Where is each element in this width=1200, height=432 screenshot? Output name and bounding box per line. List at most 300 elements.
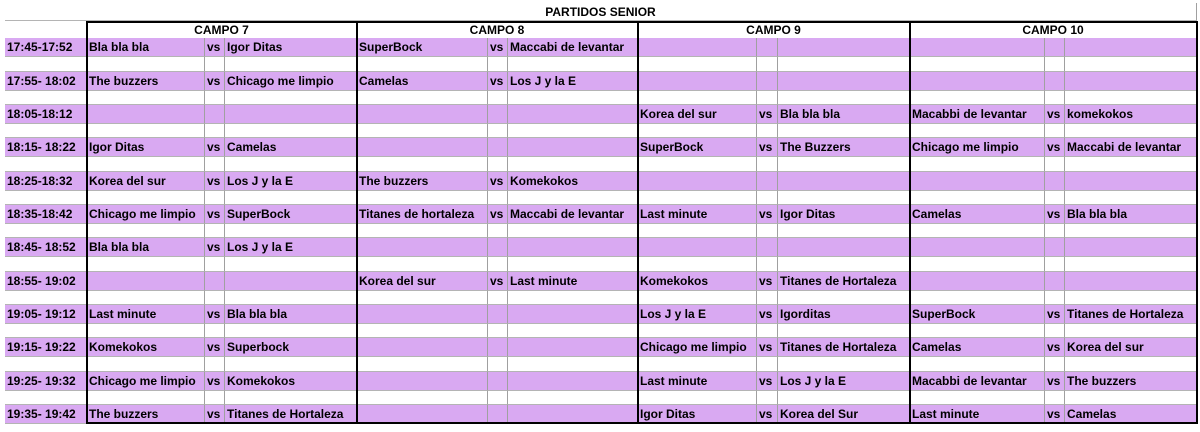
gap-cell[interactable] (205, 157, 225, 172)
gap-cell[interactable] (910, 291, 1045, 305)
gap-cell[interactable] (1045, 191, 1065, 205)
gap-cell[interactable] (757, 391, 778, 405)
empty-cell[interactable] (910, 238, 1045, 257)
gap-cell[interactable] (778, 257, 910, 272)
home-team-cell[interactable]: The buzzers (357, 172, 488, 191)
empty-cell[interactable] (87, 105, 205, 124)
away-team-cell[interactable]: Bla bla bla (778, 105, 910, 124)
empty-cell[interactable] (205, 272, 225, 291)
away-team-cell[interactable]: Komekokos (225, 372, 357, 391)
gap-cell[interactable] (205, 57, 225, 72)
gap-cell[interactable] (638, 324, 757, 338)
time-slot-cell[interactable]: 19:35- 19:42 (5, 405, 87, 424)
home-team-cell[interactable]: Chicago me limpio (87, 372, 205, 391)
home-team-cell[interactable]: Chicago me limpio (638, 338, 757, 357)
home-team-cell[interactable]: Bla bla bla (87, 238, 205, 257)
gap-cell[interactable] (910, 57, 1045, 72)
gap-cell[interactable] (778, 391, 910, 405)
gap-cell[interactable] (910, 224, 1045, 238)
time-slot-cell[interactable]: 17:55- 18:02 (5, 72, 87, 91)
gap-cell[interactable] (5, 191, 87, 205)
gap-cell[interactable] (5, 124, 87, 138)
away-team-cell[interactable]: komekokos (1065, 105, 1197, 124)
vs-cell[interactable]: vs (757, 138, 778, 157)
gap-cell[interactable] (1045, 391, 1065, 405)
empty-cell[interactable] (508, 105, 638, 124)
gap-cell[interactable] (1065, 324, 1197, 338)
gap-cell[interactable] (1065, 224, 1197, 238)
gap-cell[interactable] (225, 324, 357, 338)
gap-cell[interactable] (910, 157, 1045, 172)
vs-cell[interactable]: vs (205, 305, 225, 324)
gap-cell[interactable] (205, 224, 225, 238)
empty-cell[interactable] (757, 38, 778, 57)
empty-cell[interactable] (508, 138, 638, 157)
gap-cell[interactable] (87, 391, 205, 405)
gap-cell[interactable] (757, 191, 778, 205)
gap-cell[interactable] (87, 357, 205, 372)
gap-cell[interactable] (757, 157, 778, 172)
sheet-title[interactable]: PARTIDOS SENIOR (5, 3, 1197, 21)
gap-cell[interactable] (778, 291, 910, 305)
empty-cell[interactable] (778, 238, 910, 257)
empty-cell[interactable] (1045, 72, 1065, 91)
vs-cell[interactable]: vs (488, 205, 508, 224)
gap-cell[interactable] (357, 124, 488, 138)
home-team-cell[interactable]: Igor Ditas (638, 405, 757, 424)
gap-cell[interactable] (1045, 124, 1065, 138)
gap-cell[interactable] (205, 291, 225, 305)
gap-cell[interactable] (225, 191, 357, 205)
empty-cell[interactable] (910, 72, 1045, 91)
away-team-cell[interactable]: Camelas (1065, 405, 1197, 424)
away-team-cell[interactable]: Los J y la E (508, 72, 638, 91)
gap-cell[interactable] (638, 124, 757, 138)
gap-cell[interactable] (638, 357, 757, 372)
away-team-cell[interactable]: Titanes de Hortaleza (1065, 305, 1197, 324)
gap-cell[interactable] (1065, 191, 1197, 205)
gap-cell[interactable] (225, 224, 357, 238)
gap-cell[interactable] (1065, 257, 1197, 272)
gap-cell[interactable] (357, 91, 488, 105)
vs-cell[interactable]: vs (1045, 305, 1065, 324)
gap-cell[interactable] (638, 257, 757, 272)
away-team-cell[interactable]: Komekokos (508, 172, 638, 191)
gap-cell[interactable] (1045, 291, 1065, 305)
gap-cell[interactable] (5, 57, 87, 72)
gap-cell[interactable] (488, 157, 508, 172)
gap-cell[interactable] (1045, 257, 1065, 272)
gap-cell[interactable] (757, 257, 778, 272)
gap-cell[interactable] (488, 291, 508, 305)
away-team-cell[interactable]: Los J y la E (225, 172, 357, 191)
gap-cell[interactable] (508, 191, 638, 205)
gap-cell[interactable] (778, 57, 910, 72)
home-team-cell[interactable]: Last minute (910, 405, 1045, 424)
home-team-cell[interactable]: Chicago me limpio (87, 205, 205, 224)
gap-cell[interactable] (205, 324, 225, 338)
home-team-cell[interactable]: Korea del sur (87, 172, 205, 191)
gap-cell[interactable] (1065, 291, 1197, 305)
away-team-cell[interactable]: The Buzzers (778, 138, 910, 157)
gap-cell[interactable] (778, 224, 910, 238)
empty-cell[interactable] (638, 38, 757, 57)
gap-cell[interactable] (1065, 157, 1197, 172)
time-slot-cell[interactable]: 18:45- 18:52 (5, 238, 87, 257)
away-team-cell[interactable]: Los J y la E (225, 238, 357, 257)
empty-cell[interactable] (638, 72, 757, 91)
time-slot-cell[interactable]: 18:15- 18:22 (5, 138, 87, 157)
empty-cell[interactable] (1065, 172, 1197, 191)
gap-cell[interactable] (757, 324, 778, 338)
vs-cell[interactable]: vs (1045, 205, 1065, 224)
home-team-cell[interactable]: Korea del sur (638, 105, 757, 124)
empty-cell[interactable] (488, 138, 508, 157)
home-team-cell[interactable]: Igor Ditas (87, 138, 205, 157)
field-header[interactable]: CAMPO 9 (638, 21, 910, 39)
empty-cell[interactable] (357, 238, 488, 257)
vs-cell[interactable]: vs (205, 205, 225, 224)
time-slot-cell[interactable]: 18:05-18:12 (5, 105, 87, 124)
gap-cell[interactable] (5, 91, 87, 105)
gap-cell[interactable] (508, 124, 638, 138)
home-team-cell[interactable]: The buzzers (87, 72, 205, 91)
vs-cell[interactable]: vs (488, 38, 508, 57)
gap-cell[interactable] (508, 57, 638, 72)
empty-cell[interactable] (1065, 72, 1197, 91)
gap-cell[interactable] (1045, 157, 1065, 172)
away-team-cell[interactable]: Titanes de Hortaleza (778, 338, 910, 357)
empty-cell[interactable] (488, 105, 508, 124)
gap-cell[interactable] (205, 124, 225, 138)
gap-cell[interactable] (910, 257, 1045, 272)
home-team-cell[interactable]: Last minute (638, 372, 757, 391)
gap-cell[interactable] (357, 357, 488, 372)
gap-cell[interactable] (1045, 57, 1065, 72)
gap-cell[interactable] (508, 224, 638, 238)
gap-cell[interactable] (225, 391, 357, 405)
gap-cell[interactable] (1065, 357, 1197, 372)
gap-cell[interactable] (508, 357, 638, 372)
vs-cell[interactable]: vs (1045, 372, 1065, 391)
home-team-cell[interactable]: SuperBock (910, 305, 1045, 324)
empty-cell[interactable] (357, 372, 488, 391)
gap-cell[interactable] (638, 224, 757, 238)
gap-cell[interactable] (87, 324, 205, 338)
away-team-cell[interactable]: Maccabi de levantar (1065, 138, 1197, 157)
empty-cell[interactable] (1065, 38, 1197, 57)
away-team-cell[interactable]: Maccabi de levantar (508, 205, 638, 224)
gap-cell[interactable] (5, 357, 87, 372)
empty-cell[interactable] (357, 138, 488, 157)
away-team-cell[interactable]: Bla bla bla (225, 305, 357, 324)
gap-cell[interactable] (638, 191, 757, 205)
gap-cell[interactable] (225, 157, 357, 172)
header-blank-cell[interactable] (5, 21, 87, 39)
gap-cell[interactable] (1065, 124, 1197, 138)
gap-cell[interactable] (357, 191, 488, 205)
gap-cell[interactable] (488, 91, 508, 105)
empty-cell[interactable] (225, 272, 357, 291)
gap-cell[interactable] (508, 257, 638, 272)
vs-cell[interactable]: vs (757, 305, 778, 324)
empty-cell[interactable] (1065, 238, 1197, 257)
gap-cell[interactable] (87, 91, 205, 105)
gap-cell[interactable] (5, 391, 87, 405)
gap-cell[interactable] (357, 257, 488, 272)
empty-cell[interactable] (488, 238, 508, 257)
empty-cell[interactable] (508, 305, 638, 324)
empty-cell[interactable] (638, 238, 757, 257)
gap-cell[interactable] (1045, 224, 1065, 238)
gap-cell[interactable] (1065, 391, 1197, 405)
away-team-cell[interactable]: Igor Ditas (778, 205, 910, 224)
gap-cell[interactable] (488, 357, 508, 372)
empty-cell[interactable] (508, 372, 638, 391)
vs-cell[interactable]: vs (757, 405, 778, 424)
home-team-cell[interactable]: Camelas (910, 205, 1045, 224)
away-team-cell[interactable]: Igorditas (778, 305, 910, 324)
empty-cell[interactable] (778, 72, 910, 91)
gap-cell[interactable] (638, 57, 757, 72)
home-team-cell[interactable]: Komekokos (638, 272, 757, 291)
home-team-cell[interactable]: Chicago me limpio (910, 138, 1045, 157)
gap-cell[interactable] (910, 391, 1045, 405)
gap-cell[interactable] (488, 324, 508, 338)
home-team-cell[interactable]: The buzzers (87, 405, 205, 424)
home-team-cell[interactable]: Bla bla bla (87, 38, 205, 57)
home-team-cell[interactable]: Camelas (357, 72, 488, 91)
gap-cell[interactable] (638, 91, 757, 105)
home-team-cell[interactable]: Camelas (910, 338, 1045, 357)
gap-cell[interactable] (5, 257, 87, 272)
gap-cell[interactable] (910, 357, 1045, 372)
gap-cell[interactable] (5, 224, 87, 238)
gap-cell[interactable] (225, 124, 357, 138)
gap-cell[interactable] (87, 57, 205, 72)
field-header[interactable]: CAMPO 10 (910, 21, 1197, 39)
gap-cell[interactable] (87, 191, 205, 205)
time-slot-cell[interactable]: 19:25- 19:32 (5, 372, 87, 391)
home-team-cell[interactable]: Komekokos (87, 338, 205, 357)
gap-cell[interactable] (205, 257, 225, 272)
empty-cell[interactable] (357, 338, 488, 357)
time-slot-cell[interactable]: 17:45-17:52 (5, 38, 87, 57)
away-team-cell[interactable]: Last minute (508, 272, 638, 291)
home-team-cell[interactable]: SuperBock (638, 138, 757, 157)
vs-cell[interactable]: vs (205, 172, 225, 191)
empty-cell[interactable] (757, 238, 778, 257)
empty-cell[interactable] (225, 105, 357, 124)
home-team-cell[interactable]: Last minute (87, 305, 205, 324)
vs-cell[interactable]: vs (757, 272, 778, 291)
away-team-cell[interactable]: Titanes de Hortaleza (225, 405, 357, 424)
away-team-cell[interactable]: Igor Ditas (225, 38, 357, 57)
gap-cell[interactable] (508, 291, 638, 305)
vs-cell[interactable]: vs (488, 172, 508, 191)
vs-cell[interactable]: vs (1045, 405, 1065, 424)
gap-cell[interactable] (488, 57, 508, 72)
gap-cell[interactable] (757, 124, 778, 138)
gap-cell[interactable] (757, 91, 778, 105)
away-team-cell[interactable]: Titanes de Hortaleza (778, 272, 910, 291)
gap-cell[interactable] (5, 291, 87, 305)
empty-cell[interactable] (1045, 38, 1065, 57)
gap-cell[interactable] (357, 324, 488, 338)
vs-cell[interactable]: vs (1045, 138, 1065, 157)
field-header[interactable]: CAMPO 8 (357, 21, 638, 39)
time-slot-cell[interactable]: 19:05- 19:12 (5, 305, 87, 324)
gap-cell[interactable] (488, 257, 508, 272)
gap-cell[interactable] (225, 291, 357, 305)
gap-cell[interactable] (488, 124, 508, 138)
gap-cell[interactable] (1045, 91, 1065, 105)
gap-cell[interactable] (5, 157, 87, 172)
gap-cell[interactable] (357, 157, 488, 172)
gap-cell[interactable] (778, 191, 910, 205)
gap-cell[interactable] (357, 224, 488, 238)
empty-cell[interactable] (488, 338, 508, 357)
gap-cell[interactable] (910, 124, 1045, 138)
home-team-cell[interactable]: Los J y la E (638, 305, 757, 324)
gap-cell[interactable] (778, 91, 910, 105)
away-team-cell[interactable]: Camelas (225, 138, 357, 157)
empty-cell[interactable] (910, 172, 1045, 191)
gap-cell[interactable] (910, 91, 1045, 105)
vs-cell[interactable]: vs (205, 405, 225, 424)
vs-cell[interactable]: vs (205, 338, 225, 357)
vs-cell[interactable]: vs (205, 372, 225, 391)
empty-cell[interactable] (87, 272, 205, 291)
gap-cell[interactable] (225, 257, 357, 272)
away-team-cell[interactable]: Korea del Sur (778, 405, 910, 424)
vs-cell[interactable]: vs (488, 272, 508, 291)
gap-cell[interactable] (757, 357, 778, 372)
empty-cell[interactable] (1045, 238, 1065, 257)
time-slot-cell[interactable]: 18:35-18:42 (5, 205, 87, 224)
gap-cell[interactable] (488, 391, 508, 405)
empty-cell[interactable] (488, 305, 508, 324)
empty-cell[interactable] (757, 172, 778, 191)
home-team-cell[interactable]: Titanes de hortaleza (357, 205, 488, 224)
vs-cell[interactable]: vs (488, 72, 508, 91)
empty-cell[interactable] (508, 338, 638, 357)
gap-cell[interactable] (1045, 324, 1065, 338)
empty-cell[interactable] (910, 272, 1045, 291)
gap-cell[interactable] (1065, 91, 1197, 105)
vs-cell[interactable]: vs (205, 72, 225, 91)
vs-cell[interactable]: vs (205, 38, 225, 57)
empty-cell[interactable] (1065, 272, 1197, 291)
gap-cell[interactable] (757, 57, 778, 72)
home-team-cell[interactable]: Korea del sur (357, 272, 488, 291)
vs-cell[interactable]: vs (757, 338, 778, 357)
gap-cell[interactable] (357, 291, 488, 305)
gap-cell[interactable] (778, 124, 910, 138)
gap-cell[interactable] (225, 357, 357, 372)
gap-cell[interactable] (508, 91, 638, 105)
away-team-cell[interactable]: Superbock (225, 338, 357, 357)
gap-cell[interactable] (638, 391, 757, 405)
away-team-cell[interactable]: Los J y la E (778, 372, 910, 391)
gap-cell[interactable] (488, 191, 508, 205)
gap-cell[interactable] (910, 324, 1045, 338)
gap-cell[interactable] (638, 157, 757, 172)
away-team-cell[interactable]: Chicago me limpio (225, 72, 357, 91)
gap-cell[interactable] (757, 291, 778, 305)
gap-cell[interactable] (910, 191, 1045, 205)
empty-cell[interactable] (357, 105, 488, 124)
away-team-cell[interactable]: Bla bla bla (1065, 205, 1197, 224)
gap-cell[interactable] (778, 357, 910, 372)
empty-cell[interactable] (1045, 172, 1065, 191)
gap-cell[interactable] (205, 91, 225, 105)
gap-cell[interactable] (1045, 357, 1065, 372)
away-team-cell[interactable]: Korea del sur (1065, 338, 1197, 357)
gap-cell[interactable] (778, 157, 910, 172)
empty-cell[interactable] (1045, 272, 1065, 291)
gap-cell[interactable] (757, 224, 778, 238)
gap-cell[interactable] (87, 157, 205, 172)
vs-cell[interactable]: vs (1045, 338, 1065, 357)
away-team-cell[interactable]: Maccabi de levantar (508, 38, 638, 57)
gap-cell[interactable] (357, 57, 488, 72)
gap-cell[interactable] (357, 391, 488, 405)
gap-cell[interactable] (778, 324, 910, 338)
empty-cell[interactable] (757, 72, 778, 91)
empty-cell[interactable] (488, 372, 508, 391)
vs-cell[interactable]: vs (205, 238, 225, 257)
gap-cell[interactable] (225, 91, 357, 105)
time-slot-cell[interactable]: 18:55- 19:02 (5, 272, 87, 291)
gap-cell[interactable] (205, 391, 225, 405)
gap-cell[interactable] (638, 291, 757, 305)
gap-cell[interactable] (5, 324, 87, 338)
time-slot-cell[interactable]: 18:25-18:32 (5, 172, 87, 191)
away-team-cell[interactable]: The buzzers (1065, 372, 1197, 391)
gap-cell[interactable] (508, 391, 638, 405)
gap-cell[interactable] (225, 57, 357, 72)
gap-cell[interactable] (205, 357, 225, 372)
gap-cell[interactable] (87, 224, 205, 238)
vs-cell[interactable]: vs (205, 138, 225, 157)
empty-cell[interactable] (508, 238, 638, 257)
home-team-cell[interactable]: Macabbi de levantar (910, 105, 1045, 124)
gap-cell[interactable] (87, 124, 205, 138)
time-slot-cell[interactable]: 19:15- 19:22 (5, 338, 87, 357)
gap-cell[interactable] (205, 191, 225, 205)
empty-cell[interactable] (778, 172, 910, 191)
away-team-cell[interactable]: SuperBock (225, 205, 357, 224)
gap-cell[interactable] (87, 291, 205, 305)
vs-cell[interactable]: vs (757, 205, 778, 224)
empty-cell[interactable] (638, 172, 757, 191)
gap-cell[interactable] (508, 157, 638, 172)
vs-cell[interactable]: vs (757, 105, 778, 124)
empty-cell[interactable] (778, 38, 910, 57)
empty-cell[interactable] (910, 38, 1045, 57)
empty-cell[interactable] (205, 105, 225, 124)
home-team-cell[interactable]: Macabbi de levantar (910, 372, 1045, 391)
field-header[interactable]: CAMPO 7 (87, 21, 357, 39)
empty-cell[interactable] (357, 305, 488, 324)
vs-cell[interactable]: vs (757, 372, 778, 391)
gap-cell[interactable] (87, 257, 205, 272)
gap-cell[interactable] (1065, 57, 1197, 72)
home-team-cell[interactable]: Last minute (638, 205, 757, 224)
gap-cell[interactable] (488, 224, 508, 238)
gap-cell[interactable] (508, 324, 638, 338)
